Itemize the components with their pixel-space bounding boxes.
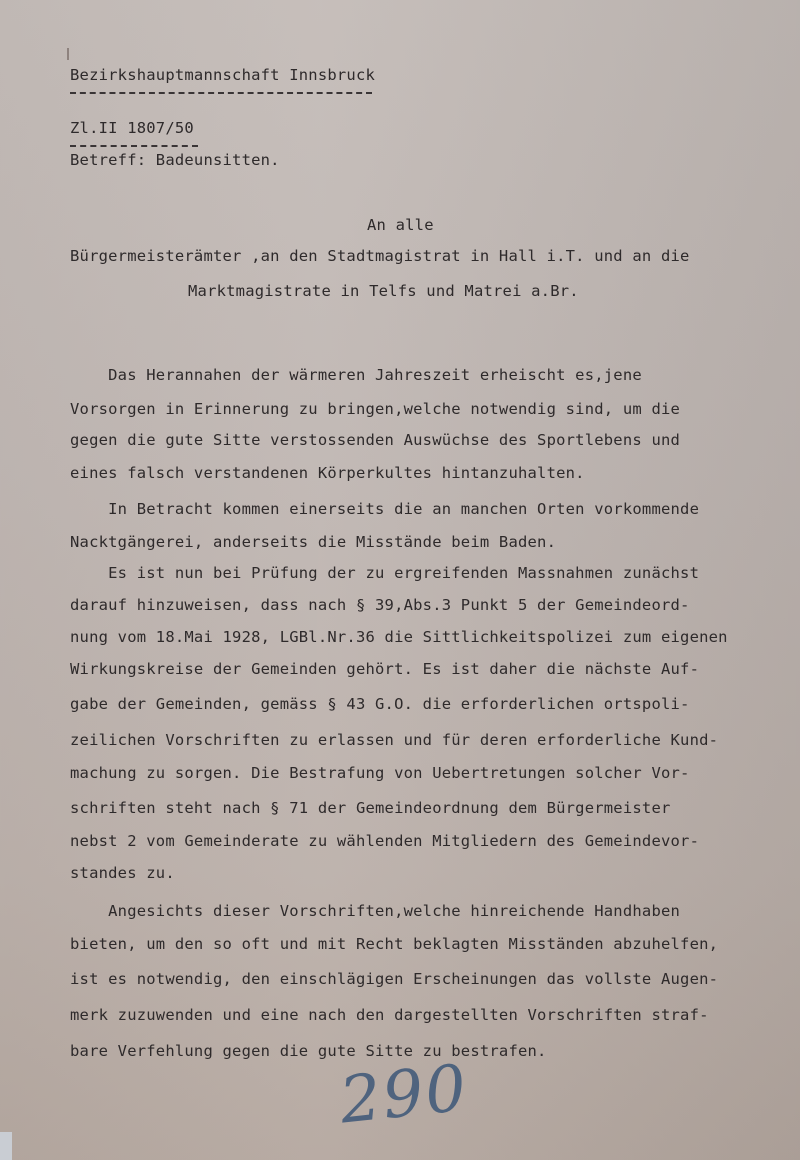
pen-mark [67,48,69,60]
body-line: ist es notwendig, den einschlägigen Erscheinungen das vollste Augen- [70,970,719,988]
body-line: Es ist nun bei Prüfung der zu ergreifenden Massnahmen zunächst [70,564,700,582]
body-line: nung vom 18.Mai 1928, LGBl.Nr.36 die Sittlichkeitspolizei zum eigenen [70,628,728,646]
body-line: machung zu sorgen. Die Bestrafung von Uebertretungen solcher Vor- [70,764,690,782]
body-line: standes zu. [70,864,175,882]
body-line: In Betracht kommen einerseits die an manchen Orten vorkommende [70,500,700,518]
body-line: gegen die gute Sitte verstossenden Auswüchse des Sportlebens und [70,431,681,449]
reference-number: Zl.II 1807/50 [70,119,194,137]
handwritten-page-number: 290 [336,1051,472,1139]
reference-underline [70,145,198,147]
addressee-line-2: Marktmagistrate in Telfs und Matrei a.Br. [188,282,579,300]
body-line: gabe der Gemeinden, gemäss § 43 G.O. die erforderlichen ortspoli- [70,695,690,713]
body-line: zeilichen Vorschriften zu erlassen und für deren erforderliche Kund- [70,731,719,749]
edge-tab [0,1132,12,1160]
body-line: Das Herannahen der wärmeren Jahreszeit erheischt es,jene [70,366,642,384]
office-underline [70,92,372,94]
addressee-line-1: Bürgermeisterämter ,an den Stadtmagistrat in Hall i.T. und an die [70,247,690,265]
body-line: nebst 2 vom Gemeinderate zu wählenden Mitgliedern des Gemeindevor- [70,832,700,850]
body-line: darauf hinzuweisen, dass nach § 39,Abs.3 Punkt 5 der Gemeindeord- [70,596,690,614]
body-line: Angesichts dieser Vorschriften,welche hinreichende Handhaben [70,902,681,920]
body-line: bieten, um den so oft und mit Recht beklagten Misständen abzuhelfen, [70,935,719,953]
body-line: Vorsorgen in Erinnerung zu bringen,welche notwendig sind, um die [70,400,681,418]
office-name: Bezirkshauptmannschaft Innsbruck [70,66,376,84]
body-line: eines falsch verstandenen Körperkultes hintanzuhalten. [70,464,585,482]
body-line: Wirkungskreise der Gemeinden gehört. Es ist daher die nächste Auf- [70,660,700,678]
body-line: merk zuzuwenden und eine nach den dargestellten Vorschriften straf- [70,1006,709,1024]
body-line: Nacktgängerei, anderseits die Misstände beim Baden. [70,533,557,551]
addressee-salutation: An alle [367,216,434,234]
body-line: schriften steht nach § 71 der Gemeindeordnung dem Bürgermeister [70,799,671,817]
subject-line: Betreff: Badeunsitten. [70,151,280,169]
body-line: bare Verfehlung gegen die gute Sitte zu bestrafen. [70,1042,547,1060]
